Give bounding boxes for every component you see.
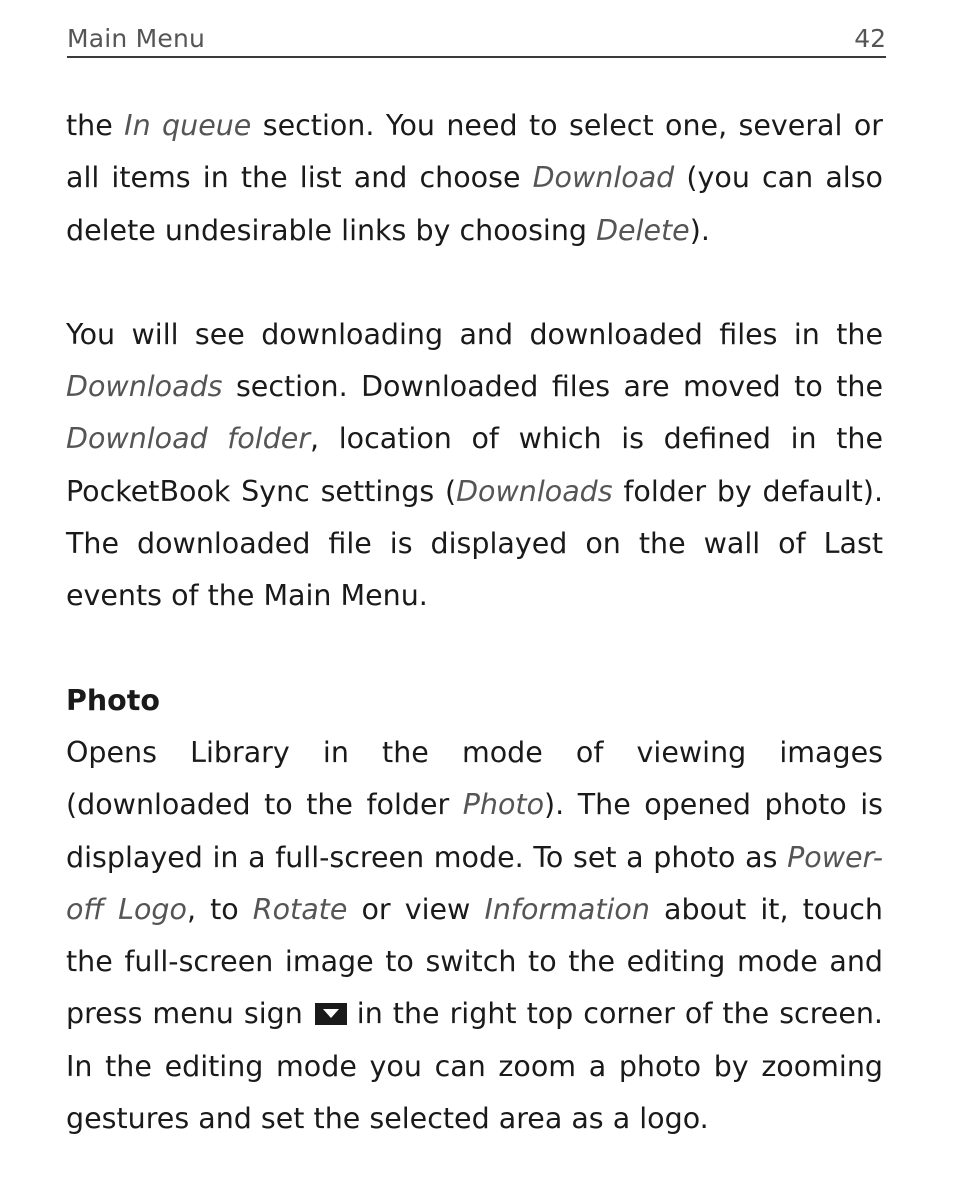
term-photo: Photo: [462, 788, 545, 822]
text-run: , to: [186, 892, 253, 926]
term-download: Download: [532, 161, 675, 195]
text-run: Opens Library in the mode of viewing images (downloaded to the folder: [66, 735, 883, 822]
page-header: [67, 22, 886, 58]
text-run: section. Downloaded files are moved to the: [222, 370, 883, 404]
paragraph-photo: [66, 727, 883, 1145]
term-download-folder: Download folder: [66, 422, 311, 456]
term-power-off-logo: Power-off Logo: [66, 840, 883, 926]
text-run: ). The opened photo is displayed in a full-screen mode. To set a photo as: [66, 788, 884, 874]
term-information: Information: [484, 892, 650, 926]
text-run: or view: [347, 892, 485, 926]
text-run: ).: [689, 213, 710, 247]
section-heading-photo: Photo: [66, 683, 160, 717]
term-in-queue: In queue: [124, 109, 252, 142]
paragraph-gap: [66, 257, 883, 309]
paragraph-downloads: [66, 309, 883, 623]
running-title: Main Menu: [67, 24, 206, 53]
paragraph-gap: [66, 623, 883, 675]
text-run: the: [66, 109, 125, 142]
menu-sign-icon: [315, 1003, 347, 1025]
term-downloads-default: Downloads: [456, 474, 613, 508]
text-run: about it, touch the full-screen image to switch to the editing mode and press menu sign: [66, 892, 883, 1031]
text-run: section. You need to select one, several or all items in the list and choose: [66, 109, 883, 195]
term-downloads: Downloads: [66, 370, 223, 404]
text-run: in the right top corner of the screen. In the editing mode you can zoom a photo by zooming gestures and set the selected area as a logo.: [66, 997, 883, 1136]
text-run: (you can also delete undesirable links by choosing: [66, 161, 883, 247]
text-run: You will see downloading and downloaded files in the: [66, 317, 883, 351]
term-delete: Delete: [596, 213, 690, 247]
paragraph-in-queue: [66, 100, 883, 257]
text-run: , location of which is defined in the PocketBook Sync settings (: [66, 422, 883, 508]
page-number: 42: [854, 24, 886, 53]
page-content: [66, 100, 883, 1145]
term-rotate: Rotate: [252, 892, 348, 926]
text-run: folder by default). The downloaded file is displayed on the wall of Last events of the Main Menu.: [66, 474, 884, 613]
